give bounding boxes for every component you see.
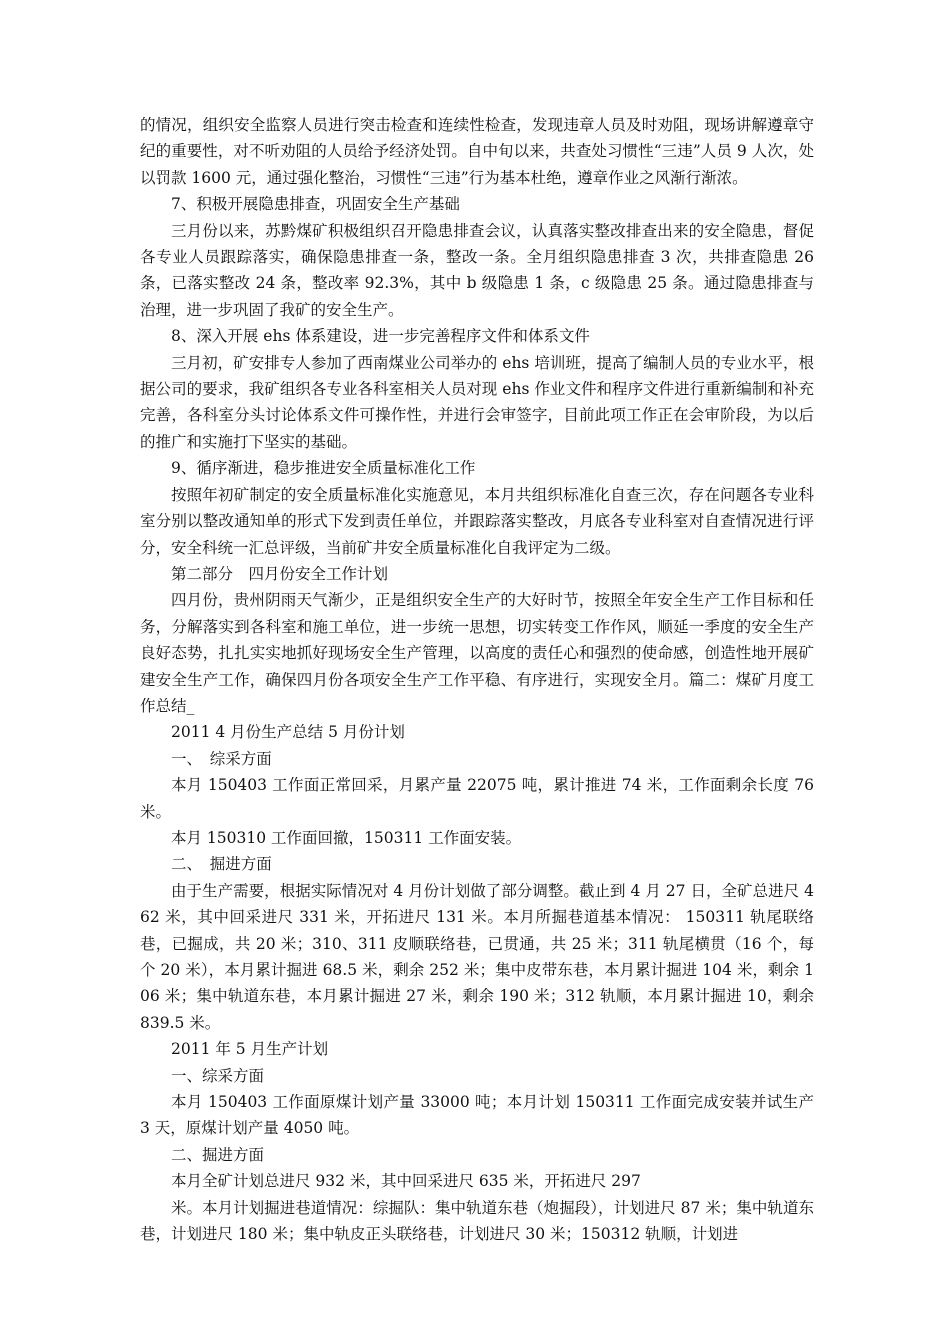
paragraph-150310-withdrawal: 本月 150310 工作面回撤，150311 工作面安装。 xyxy=(171,828,522,847)
paragraph-april-plan: 四月份，贵州阴雨天气渐少，正是组织安全生产的大好时节，按照全年安全生产工作目标和任务，分解落实到各科室和施工单位，进一步统一思想，切实转变工作作风，顺延一季度的安全生产良好态势，扎扎实实地抓好现场安全生产管理，以高度的责任心和强烈的使命感，创造性地开展矿建安全生产工作，确保四月份各项安全生产工作平稳、有序进行，实现安全月。篇二：煤矿月度工作总结_ xyxy=(140,591,814,715)
paragraph-may-roadway-plan: 米。本月计划掘进巷道情况：综掘队：集中轨道东巷（炮掘段），计划进尺 87 米；集中轨道东巷，计划进尺 180 米；集中轨皮正头联络巷，计划进尺 30 米；150312 轨顺，计划进 xyxy=(140,1198,814,1244)
paragraph-intro-continuation: 的情况，组织安全监察人员进行突击检查和连续性检查，发现违章人员及时劝阻，现场讲解遵章守纪的重要性，对不听劝阻的人员给予经济处罚。自中旬以来，共查处习惯性“三违”人员 9 人次，处以罚款 1600 元，通过强化整治，习惯性“三违”行为基本杜绝，遵章作业之风渐行渐浓。 xyxy=(140,116,814,187)
heading-ehs-system: 8、深入开展 ehs 体系建设，进一步完善程序文件和体系文件 xyxy=(171,327,590,346)
heading-part-two: 第二部分 四月份安全工作计划 xyxy=(171,564,389,583)
paragraph-may-footage-plan: 本月全矿计划总进尺 932 米，其中回采进尺 635 米，开拓进尺 297 xyxy=(171,1172,641,1191)
heading-quality-standard: 9、循序渐进，稳步推进安全质量标准化工作 xyxy=(171,459,476,478)
heading-may-plan: 2011 年 5 月生产计划 xyxy=(171,1040,329,1059)
paragraph-tunneling-progress: 由于生产需要，根据实际情况对 4 月份计划做了部分调整。截止到 4 月 27 日，全矿总进尺 462 米，其中回采进尺 331 米，开拓进尺 131 米。本月所掘巷道基本情况： 150311 轨尾联络巷，已掘成，共 20 米；310、311 皮顺联络巷，已贯通，共 25 米；311 轨尾横贯（16 个，每个 20 米），本月累计掘进 68.5 米，剩余 252 米；集中皮带东巷，本月累计掘进 104 米，剩余 106 米；集中轨道东巷，本月累计掘进 27 米，剩余 190 米；312 轨顺，本月累计掘进 10，剩余 839.5 米。 xyxy=(140,881,814,1032)
document-page xyxy=(140,112,814,1247)
paragraph-hazard-inspection: 三月份以来，苏黔煤矿积极组织召开隐患排查会议，认真落实整改排查出来的安全隐患，督促各专业人员跟踪落实，确保隐患排查一条，整改一条。全月组织隐患排查 3 次，共排查隐患 26 条，已落实整改 24 条，整改率 92.3%，其中 b 级隐患 1 条，c 级隐患 25 条。通过隐患排查与治理，进一步巩固了我矿的安全生产。 xyxy=(140,221,814,319)
heading-tunneling: 二、 掘进方面 xyxy=(171,855,272,874)
heading-fully-mechanized: 一、 综采方面 xyxy=(171,749,272,768)
heading-hazard-inspection: 7、积极开展隐患排查，巩固安全生产基础 xyxy=(171,195,460,214)
paragraph-may-output-plan: 本月 150403 工作面原煤计划产量 33000 吨；本月计划 150311 工作面完成安装并试生产 3 天，原煤计划产量 4050 吨。 xyxy=(140,1093,814,1138)
paragraph-150403-mining: 本月 150403 工作面正常回采，月累产量 22075 吨，累计推进 74 米，工作面剩余长度 76 米。 xyxy=(140,776,814,821)
paragraph-ehs-system: 三月初，矿安排专人参加了西南煤业公司举办的 ehs 培训班，提高了编制人员的专业水平，根据公司的要求，我矿组织各专业各科室相关人员对现 ehs 作业文件和程序文件进行重新编制和补充完善，各科室分头讨论体系文件可操作性，并进行会审签字，目前此项工作正在会审阶段，为以后的推广和实施打下坚实的基础。 xyxy=(140,353,814,451)
heading-production-summary: 2011 4 月份生产总结 5 月份计划 xyxy=(171,723,405,742)
heading-may-fully-mechanized: 一、综采方面 xyxy=(171,1066,265,1085)
heading-may-tunneling: 二、掘进方面 xyxy=(171,1145,265,1164)
paragraph-quality-standard: 按照年初矿制定的安全质量标准化实施意见，本月共组织标准化自查三次，存在问题各专业科室分别以整改通知单的形式下发到责任单位，并跟踪落实整改，月底各专业科室对自查情况进行评分，安全科统一汇总评级，当前矿井安全质量标准化自我评定为二级。 xyxy=(140,485,814,557)
